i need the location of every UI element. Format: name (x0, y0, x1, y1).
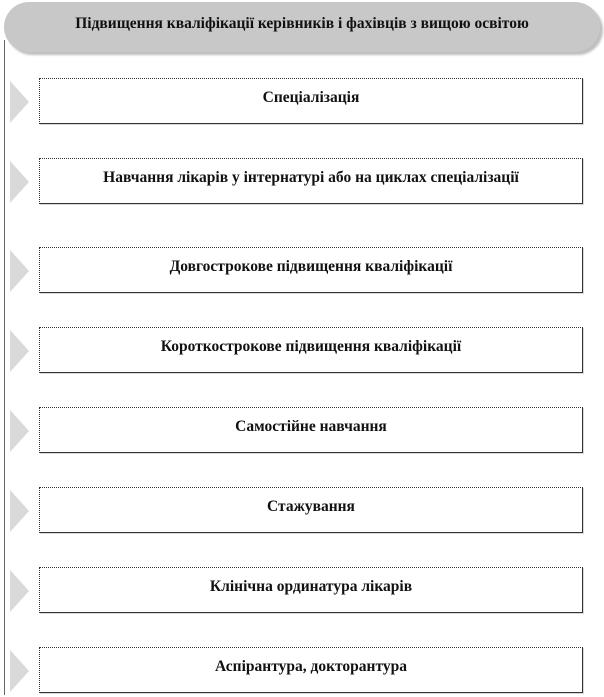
arrow-icon-8 (10, 650, 29, 692)
diagram-title: Підвищення кваліфікації керівників і фахівців з вищою освітою (4, 2, 600, 52)
arrow-icon-1 (10, 81, 29, 123)
arrow-icon-6 (10, 490, 29, 532)
box-short-term: Короткострокове підвищення кваліфікації (39, 327, 583, 373)
arrow-icon-7 (10, 570, 29, 612)
box-internship: Навчання лікарів у інтернатурі або на циклах спеціалізації (39, 158, 583, 204)
box-specialization: Спеціалізація (39, 78, 583, 124)
box-long-term: Довгострокове підвищення кваліфікації (39, 247, 583, 293)
box-traineeship: Стажування (39, 487, 583, 533)
arrow-icon-2 (10, 161, 29, 203)
box-postgraduate: Аспірантура, докторантура (39, 647, 583, 693)
box-residency: Клінічна ординатура лікарів (39, 567, 583, 613)
arrow-icon-4 (10, 330, 29, 372)
arrow-icon-3 (10, 250, 29, 292)
box-self-study: Самостійне навчання (39, 407, 583, 453)
arrow-icon-5 (10, 410, 29, 452)
connector-line (4, 40, 5, 695)
